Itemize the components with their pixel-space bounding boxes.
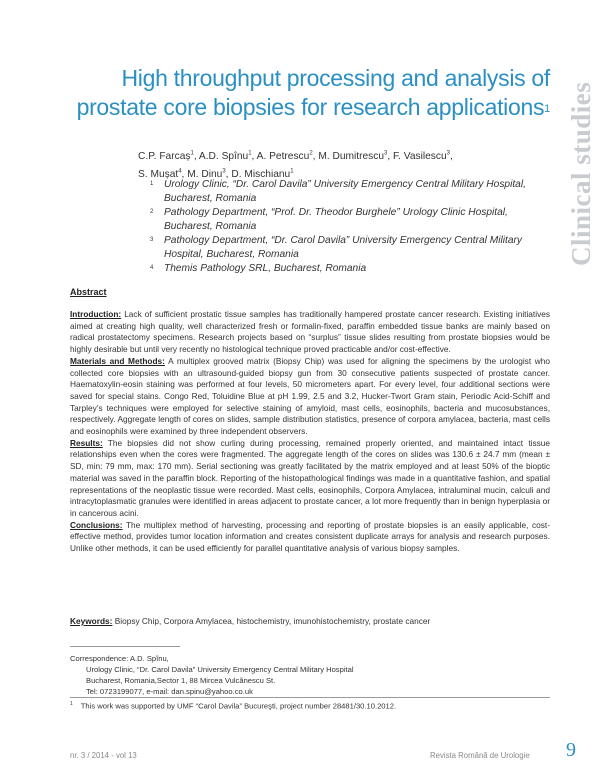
- affiliation-number: 2: [150, 209, 154, 215]
- correspondence-line: Urology Clinic, “Dr. Carol Davila” University Emergency Central Military Hospital: [86, 665, 354, 674]
- affiliation-number: 4: [150, 265, 154, 271]
- author: D. Mischianu$^1$: [231, 168, 294, 180]
- correspondence-divider: [70, 646, 180, 647]
- introduction-label: Introduction:: [70, 309, 122, 319]
- abstract-body: [70, 309, 550, 555]
- affiliation-text: Pathology Department, “Prof. Dr. Theodor Burghele” Urology Clinic Hospital, Bucharest, Romania: [164, 207, 508, 233]
- affiliation-text: Urology Clinic, “Dr. Carol Davila” University Emergency Central Military Hospital, Bucharest, Romania: [164, 179, 526, 205]
- section-sidebar: [554, 60, 598, 280]
- keywords-text: Biopsy Chip, Corpora Amylacea, histochemistry, imunohistochemistry, prostate cancer: [112, 616, 431, 626]
- section-label: Clinical studies: [566, 81, 596, 266]
- abstract-conclusions: [70, 520, 550, 555]
- author: M. Dumitrescu$^3$,: [318, 151, 394, 163]
- journal-name: Revista Română de Urologie: [430, 751, 530, 760]
- affiliation: [150, 206, 550, 234]
- methods-text: A multiplex grooved matrix (Biopsy Chip) was used for aligning the specimens by the urologist who collected core biopsies with an ultrasound-guided biopsy gun from 30 consecutive patients suspected of prostate cancer. Haematoxylin-eosin staining was performed at four levels, 50 micrometers apart. For every level, four additional sections were saved for special stains. Congo Red, Toluidine Blue at pH 1.99, 2.5 and 3.2, Hucker-Twort Gram stain, Periodic Acid-Schiff and Tarpley’s techniques were employed for selective staining of amyloid, mast cells, eosinophils, bacteria and mucosubstances, respectively. Aggregate length of cores on slides, sample distribution statistics, presence of corpora amylacea, bacteria, mast cells and eosinophils were examined by three independent observers.: [70, 355, 551, 437]
- keywords-label: Keywords:: [70, 616, 113, 626]
- correspondence-contact: Tel: 0723199077, e-mail: dan.spinu@yahoo.co.uk: [86, 687, 253, 696]
- author-list: [138, 147, 538, 182]
- affiliation: [150, 262, 550, 276]
- conclusions-text: The multiplex method of harvesting, processing and reporting of prostate biopsies is an easily applicable, cost-effective method, provides tumor location information and creates consistent duplicate arrays for analysis and research purposes. Unlike other methods, it can be used efficiently for parallel quantitative analysis of various biopsy samples.: [70, 519, 550, 554]
- introduction-text: Lack of sufficient prostatic tissue samples has traditionally hampered prostate cancer research. Existing initiatives aimed at creating high quality, well characterized fresh or formalin-fixed, paraffin embedded tissue banks are mainly based on radical prostatectomy specimens. Research projects based on “surplus” tissue slides resulting from prostate biopsies would be highly desirable but until very recently no histological technique proved practicable and/or cost-effective.: [70, 309, 550, 355]
- affiliation-text: Themis Pathology SRL, Bucharest, Romania: [164, 263, 367, 274]
- affiliation-number: 3: [150, 237, 154, 243]
- footnote-number: 1: [70, 701, 73, 707]
- correspondence-line: Bucharest, Romania,Sector 1, 88 Mircea Vulcănescu St.: [86, 676, 276, 685]
- affiliation: [150, 178, 550, 206]
- results-label: Results:: [70, 437, 103, 448]
- title-line-2-text: prostate core biopsies for research applications: [76, 94, 545, 120]
- author: A.D. Spînu$^1$,: [198, 151, 257, 163]
- author: A. Petrescu$^2$,: [256, 151, 319, 163]
- author: M. Dinu$^3$,: [187, 168, 232, 180]
- title-footnote-marker: 1: [544, 103, 550, 115]
- author: S. Mușat$^4$,: [138, 168, 188, 180]
- abstract-methods: [70, 356, 550, 438]
- affiliation-text: Pathology Department, “Dr. Carol Davila” University Emergency Central Military Hospital, Bucharest, Romania: [164, 235, 522, 261]
- author: F. Vasilescu$^3$,: [393, 151, 453, 163]
- footnote-divider: [70, 697, 550, 698]
- methods-label: Materials and Methods:: [70, 355, 165, 366]
- title-line-2: [70, 93, 550, 122]
- abstract-results: [70, 438, 550, 520]
- conclusions-label: Conclusions:: [70, 519, 123, 530]
- author-line-1: [138, 147, 538, 164]
- footnote-text: This work was supported by UMF “Carol Davila” Bucureşti, project number 28481/30.10.2012.: [80, 701, 397, 711]
- keywords: [70, 616, 550, 626]
- abstract-heading: Abstract: [70, 287, 107, 297]
- correspondence-label: Correspondence: A.D. Spînu,: [70, 654, 169, 663]
- footnote: [70, 701, 396, 711]
- affiliation: [150, 234, 550, 262]
- author: C.P. Farcaș$^1$,: [138, 151, 199, 163]
- title-line-1: High throughput processing and analysis of: [121, 65, 550, 91]
- page-number: 9: [566, 739, 576, 761]
- correspondence-block: [70, 653, 354, 697]
- article-title: [70, 64, 550, 122]
- journal-issue: nr. 3 / 2014 - vol 13: [70, 751, 137, 760]
- abstract-introduction: [70, 309, 550, 356]
- affiliation-number: 1: [150, 181, 154, 187]
- results-text: The biopsies did not show curling during processing, remained properly oriented, and maintained intact tissue relationships even when the cores were fragmented. The aggregate length of the cores on slides was 130.6 ± 24.7 mm (mean ± SD, min: 79 mm, max: 170 mm). Serial sectioning was greatly facilitated by the matrix employed and at least 50% of the bioptic material was saved in the paraffin block. Reporting of the histopathological findings was made in a quantitative fashion, and spatial representations of the neoplastic tissue were recorded. Mast cells, eosinophils, Corpora Amylacea, intraluminal mucin, calculi and intracytoplasmatic granules were identified in areas adjacent to prostate cancer, a lot more frequently than in benign hyperplasia or in cancerous acini.: [70, 437, 550, 518]
